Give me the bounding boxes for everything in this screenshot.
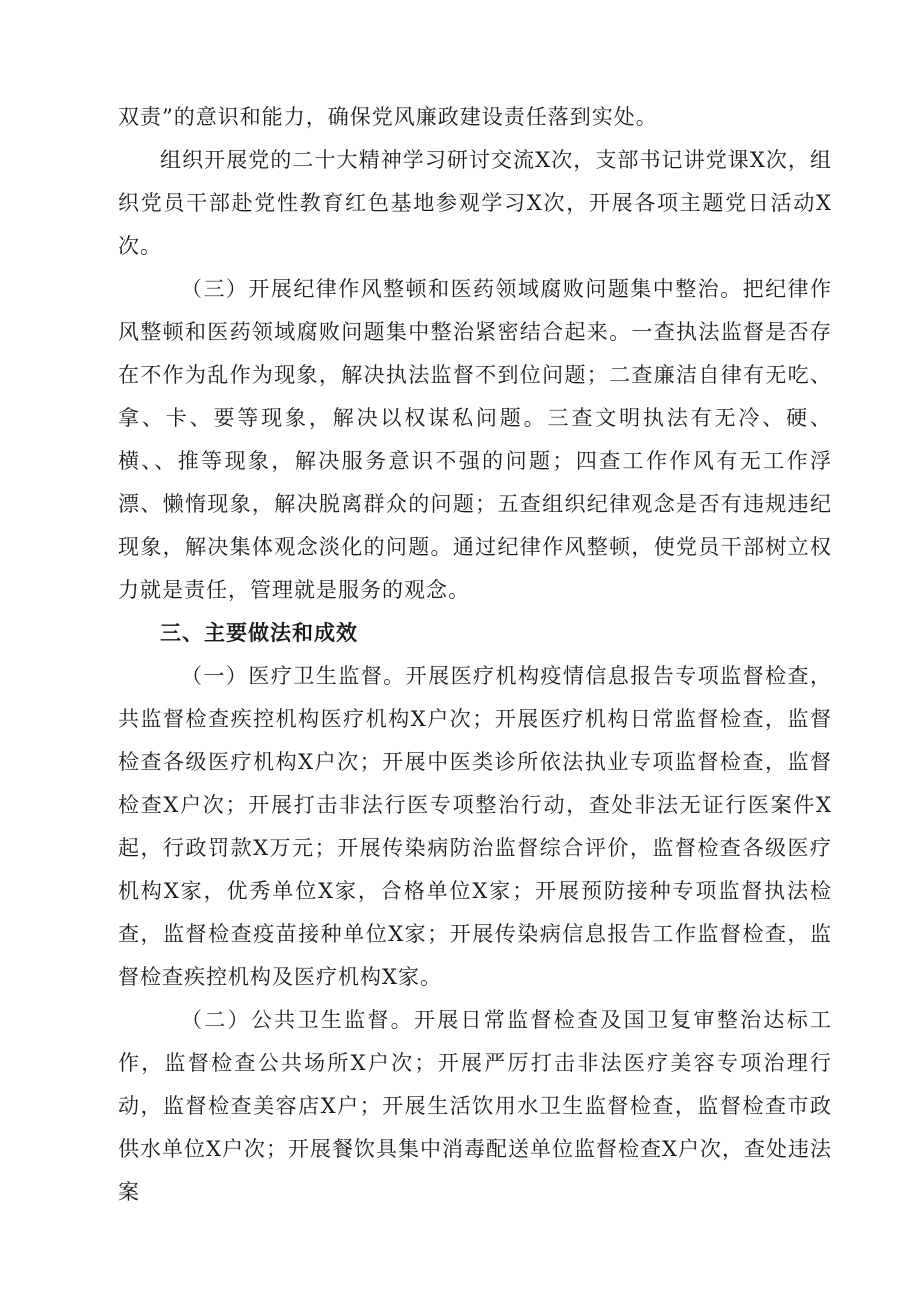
document-body (118, 96, 832, 1214)
paragraph-public-health-supervision: （二）公共卫生监督。开展日常监督检查及国卫复审整治达标工作，监督检查公共场所X户次；开展严厉打击非法医疗美容专项治理行动，监督检查美容店X户；开展生活饮用水卫生监督检查，监督检查市政供水单位X户次；开展餐饮具集中消毒配送单位监督检查X户次，查处违法案 (118, 1008, 832, 1204)
paragraph-discipline-rectification: （三）开展纪律作风整顿和医药领域腐败问题集中整治。把纪律作风整顿和医药领域腐败问题集中整治紧密结合起来。一查执法监督是否存在不作为乱作为现象，解决执法监督不到位问题；二查廉洁自律有无吃、拿、卡、要等现象，解决以权谋私问题。三查文明执法有无冷、硬、横、、推等现象，解决服务意识不强的问题；四查工作作风有无工作浮漂、懒惰现象，解决脱离群众的问题；五查组织纪律观念是否有违规违纪现象，解决集体观念淡化的问题。通过纪律作风整顿，使党员干部树立权力就是责任，管理就是服务的观念。 (118, 277, 832, 602)
paragraph-medical-supervision: （一）医疗卫生监督。开展医疗机构疫情信息报告专项监督检查，共监督检查疾控机构医疗机构X户次；开展医疗机构日常监督检查，监督检查各级医疗机构X户次；开展中医类诊所依法执业专项监督检查，监督检查X户次；开展打击非法行医专项整治行动，查处非法无证行医案件X起，行政罚款X万元；开展传染病防治监督综合评价，监督检查各级医疗机构X家，优秀单位X家，合格单位X家；开展预防接种专项监督执法检查，监督检查疫苗接种单位X家；开展传染病信息报告工作监督检查，监督检查疾控机构及医疗机构X家。 (118, 664, 832, 989)
paragraph-study-activities: 组织开展党的二十大精神学习研讨交流X次，支部书记讲党课X次，组织党员干部赴党性教育红色基地参观学习X次，开展各项主题党日活动X次。 (118, 148, 832, 258)
paragraph-continuation: 双责”的意识和能力，确保党风廉政建设责任落到实处。 (118, 105, 658, 129)
section-heading-main-practices: 三、主要做法和成效 (160, 621, 358, 645)
